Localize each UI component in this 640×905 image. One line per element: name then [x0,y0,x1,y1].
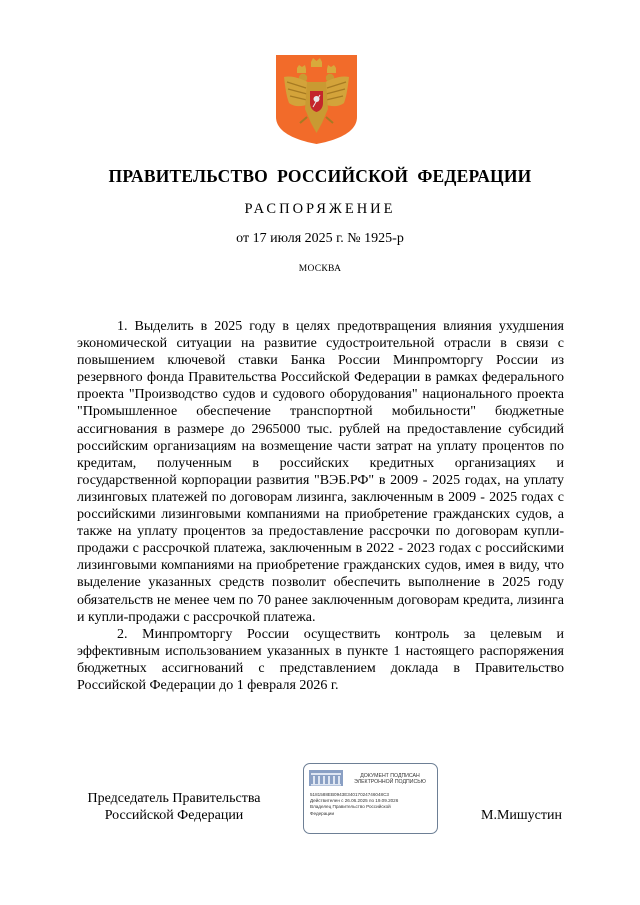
document-body [77,318,564,694]
document-type: РАСПОРЯЖЕНИЕ [244,201,396,217]
stamp-logo [309,770,343,786]
government-title: ПРАВИТЕЛЬСТВО РОССИЙСКОЙ ФЕДЕРАЦИИ [108,166,532,186]
signer-title [79,790,269,824]
document-place: МОСКВА [298,264,342,274]
stamp-owner-line-1: Владелец Правительство Российской [310,804,391,810]
stamp-heading [344,773,436,786]
stamp-heading-line-2: ЭЛЕКТРОННОЙ ПОДПИСЬЮ [354,779,426,786]
stamp-validity: Действителен с 26.06.2025 по 19.09.2026 [310,798,399,804]
russian-coat-of-arms-icon [276,55,357,144]
stamp-certificate: 5181588EB0943E34017024746048C3 [310,792,389,797]
stamp-owner-line-2: Федерации [310,810,335,816]
signer-title-line-1: Председатель Правительства [87,791,261,806]
electronic-signature-stamp [303,763,438,834]
signer-name: М.Мишустин [481,808,562,823]
paragraph-2: 2. Минпромторгу России осуществить контроль за целевым и эффективным использованием указанных в пункте 1 настоящего распоряжения бюджетных ассигнований с представлением доклада в Правительство Российской Федерации до 1 февраля 2026 г. [77,626,564,693]
stamp-details [310,792,436,817]
government-building-icon [309,770,343,786]
coat-of-arms-emblem [276,55,357,144]
stamp-heading-line-1: ДОКУМЕНТ ПОДПИСАН [360,773,420,779]
paragraph-1: 1. Выделить в 2025 году в целях предотвращения влияния ухудшения экономической ситуации на развитие судостроительной отрасли в связи с повышением ключевой ставки Банка России Минпромторгу России из резервного фонда Правительства Российской Федерации в рамках федерального проекта "Производство судов и судового оборудования" национального проекта "Промышленное обеспечение транспортной мобильности" бюджетные ассигнования в размере до 2965000 тыс. рублей на предоставление субсидий российским организациям на возмещение части затрат на уплату процентов по кредитам, полученным в российских кредитных организациях и государственной корпорации развития "ВЭБ.РФ" в 2009 - 2025 годах, на уплату лизинговых платежей по договорам лизинга, заключенным в 2009 - 2025 годах с российскими лизинговыми компаниями на приобретение гражданских судов, а также на уплату процентов за предоставление рассрочки по договорам купли-продажи с рассрочкой платежа, заключенным в 2022 - 2023 годах с российскими лизинговыми компаниями на приобретение гражданских судов, имея в виду, что выделение указанных средств позволит обеспечить выполнение в 2025 году обязательств не менее чем по 70 ранее заключенным договорам кредита, лизинга и купли-продажи с рассрочкой платежа. [77,319,564,625]
signer-title-line-2: Российской Федерации [104,808,244,823]
document-date-number: от 17 июля 2025 г. № 1925-р [236,231,404,246]
